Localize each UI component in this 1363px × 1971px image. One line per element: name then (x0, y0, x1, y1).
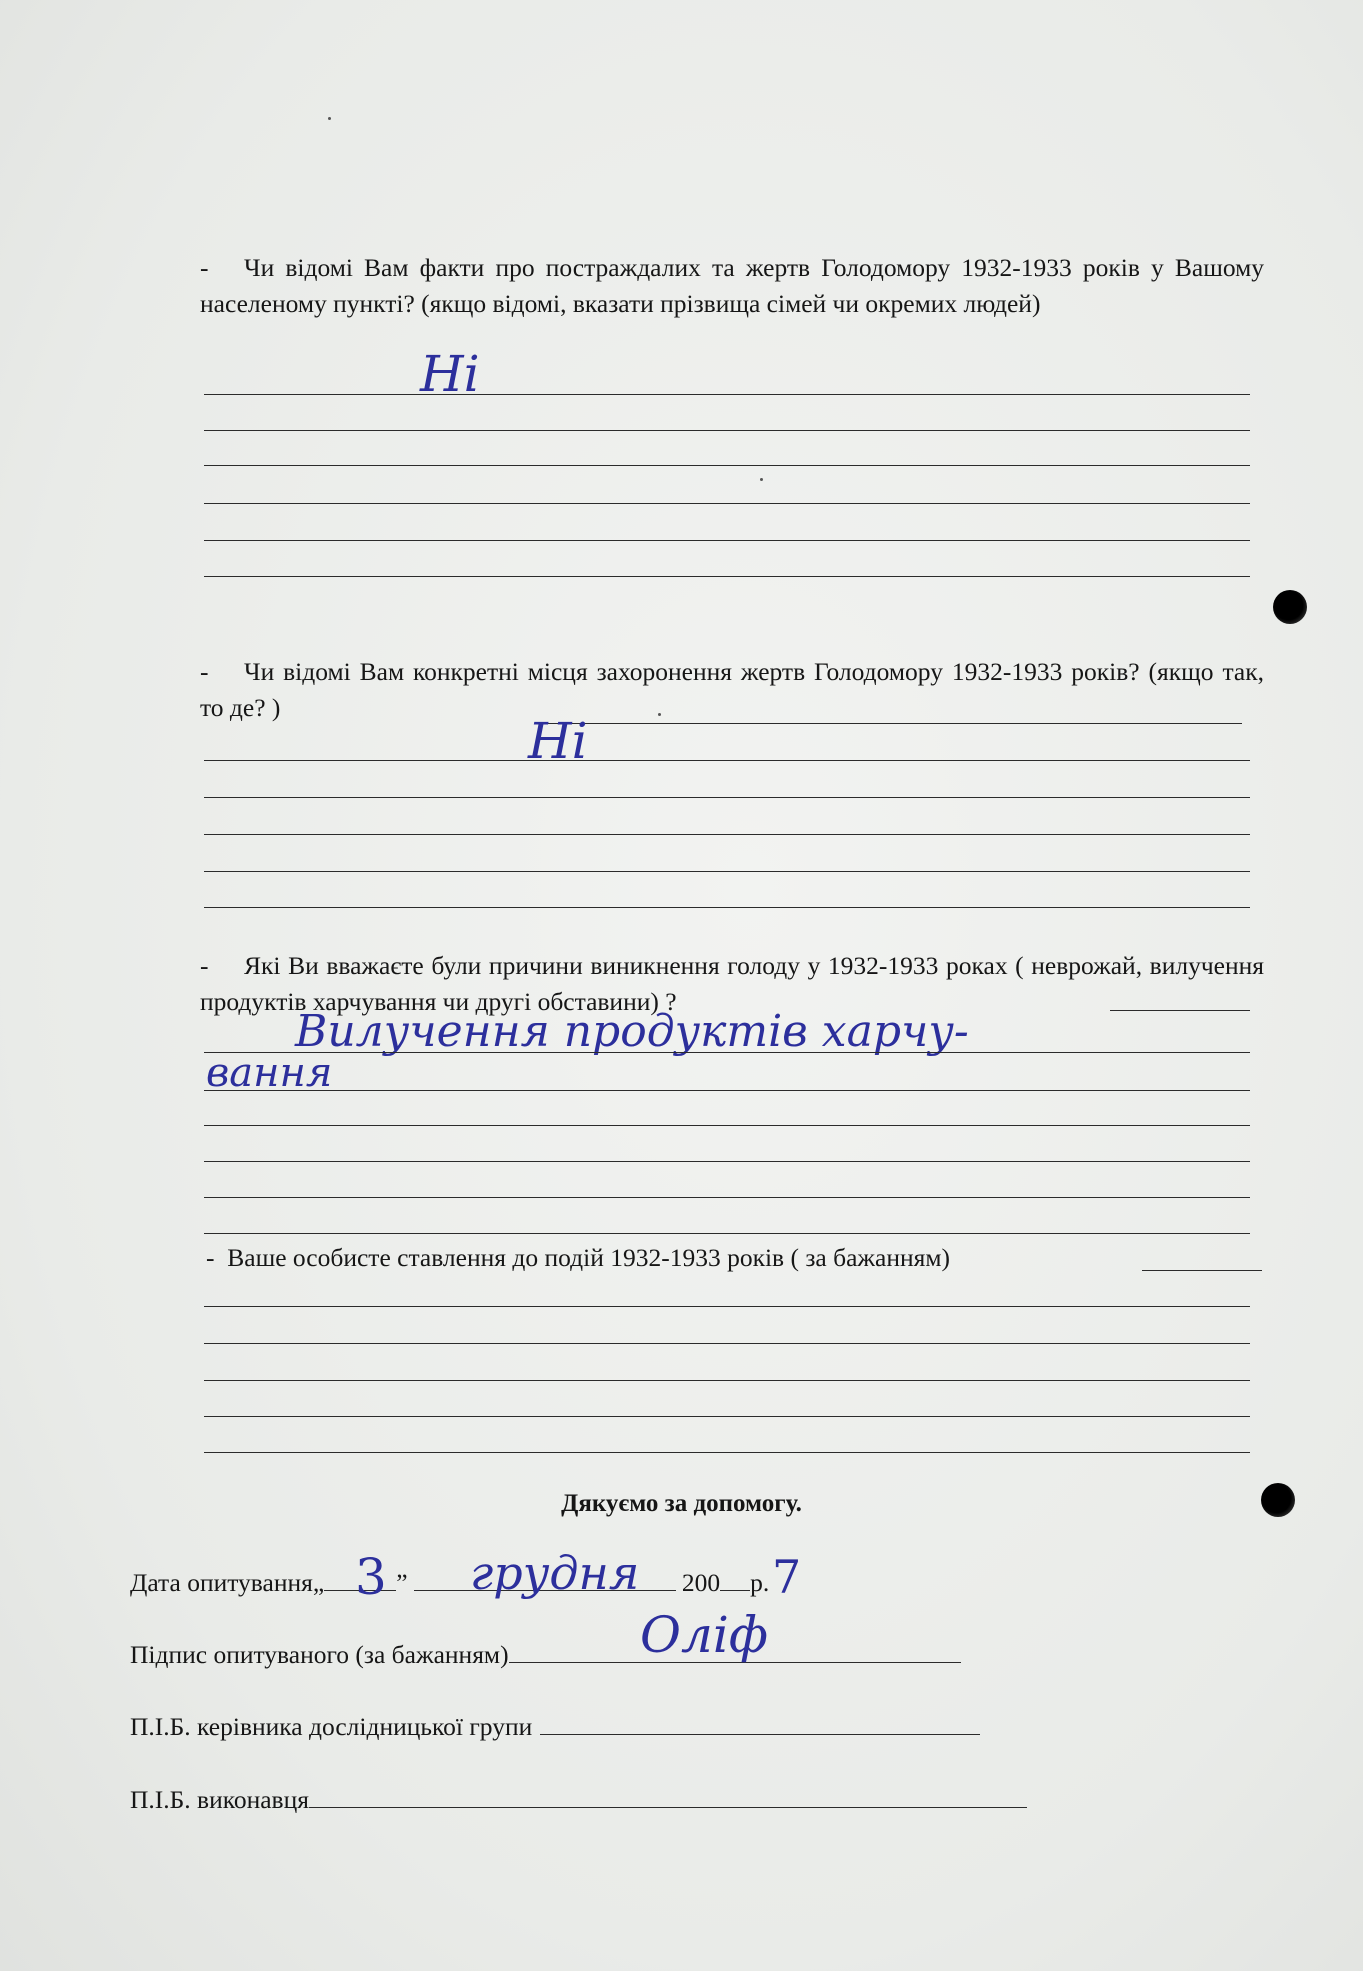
date-open-quote: „ (312, 1568, 325, 1597)
answer-line (204, 907, 1250, 908)
question-4-dash: - (206, 1243, 215, 1272)
answer-line (204, 465, 1250, 466)
date-close-quote: ” (396, 1568, 408, 1597)
question-2-text: Чи відомі Вам конкретні місця захоронення жертв Голодомору 1932-1933 років? (якщо так, то де? ) (200, 657, 1264, 722)
paper-speck (658, 713, 661, 716)
answer-line (204, 394, 1250, 395)
question-3-dash: - (200, 951, 209, 980)
signature-row (130, 1640, 961, 1670)
paper-speck (760, 478, 763, 481)
answer-line (204, 834, 1250, 835)
answer-line (204, 1090, 1250, 1091)
question-4 (206, 1240, 1270, 1276)
date-day-handwritten: 3 (355, 1548, 387, 1606)
question-3-text: Які Ви вважаєте були причини виникнення голоду у 1932-1933 роках ( неврожай, вилучення продуктів харчування чи другі обставини) ? (200, 951, 1264, 1016)
answer-line (204, 1452, 1250, 1453)
executor-row (130, 1785, 1027, 1815)
signature-label: Підпис опитуваного (за бажанням) (130, 1640, 509, 1669)
question-2-dash: - (200, 657, 209, 686)
answer-1-handwritten: Ні (420, 345, 480, 403)
date-month-handwritten: грудня (470, 1546, 640, 1600)
answer-line (204, 503, 1250, 504)
answer-line (204, 1161, 1250, 1162)
date-year-prefix: 200 (681, 1568, 721, 1597)
leader-label: П.І.Б. керівника дослідницької групи (130, 1712, 533, 1741)
answer-line (204, 1380, 1250, 1381)
paper-speck (328, 117, 331, 120)
leader-row (130, 1712, 980, 1742)
date-row (130, 1568, 769, 1598)
question-1 (200, 250, 1264, 322)
question-1-text: Чи відомі Вам факти про постраждалих та жертв Голодомору 1932-1933 років у Вашому населеному пункті? (якщо відомі, вказати прізвища сімей чи окремих людей) (200, 253, 1264, 318)
answer-line (204, 871, 1250, 872)
answer-2-handwritten: Ні (528, 712, 588, 770)
answer-3-handwritten-line-1: Вилучення продуктів харчу- (295, 1006, 969, 1057)
question-4-text: Ваше особисте ставлення до подій 1932-1933 років ( за бажанням) (227, 1243, 950, 1272)
signature-handwritten: Оліф (640, 1606, 768, 1664)
answer-line (204, 576, 1250, 577)
answer-line (204, 797, 1250, 798)
answer-3-handwritten-line-2: вання (206, 1050, 333, 1096)
executor-label: П.І.Б. виконавця (130, 1785, 309, 1814)
answer-line (204, 430, 1250, 431)
answer-line (204, 540, 1250, 541)
answer-line (204, 760, 1250, 761)
answer-line (204, 1052, 1250, 1053)
answer-line (204, 1343, 1250, 1344)
date-year-suffix: р. (750, 1568, 770, 1597)
question-1-dash: - (200, 253, 209, 282)
answer-line (204, 1416, 1250, 1417)
answer-line (204, 1233, 1250, 1234)
answer-line (204, 1306, 1250, 1307)
answer-line (1110, 1010, 1250, 1011)
thanks-heading: Дякуємо за допомогу. (561, 1490, 802, 1517)
binder-hole (1273, 590, 1307, 624)
answer-line (204, 1197, 1250, 1198)
date-label: Дата опитування (130, 1568, 313, 1597)
answer-line (204, 1125, 1250, 1126)
question-2 (200, 654, 1264, 726)
date-year-digit-handwritten: 7 (772, 1550, 802, 1604)
answer-line (1142, 1270, 1262, 1271)
answer-line (540, 723, 1242, 724)
